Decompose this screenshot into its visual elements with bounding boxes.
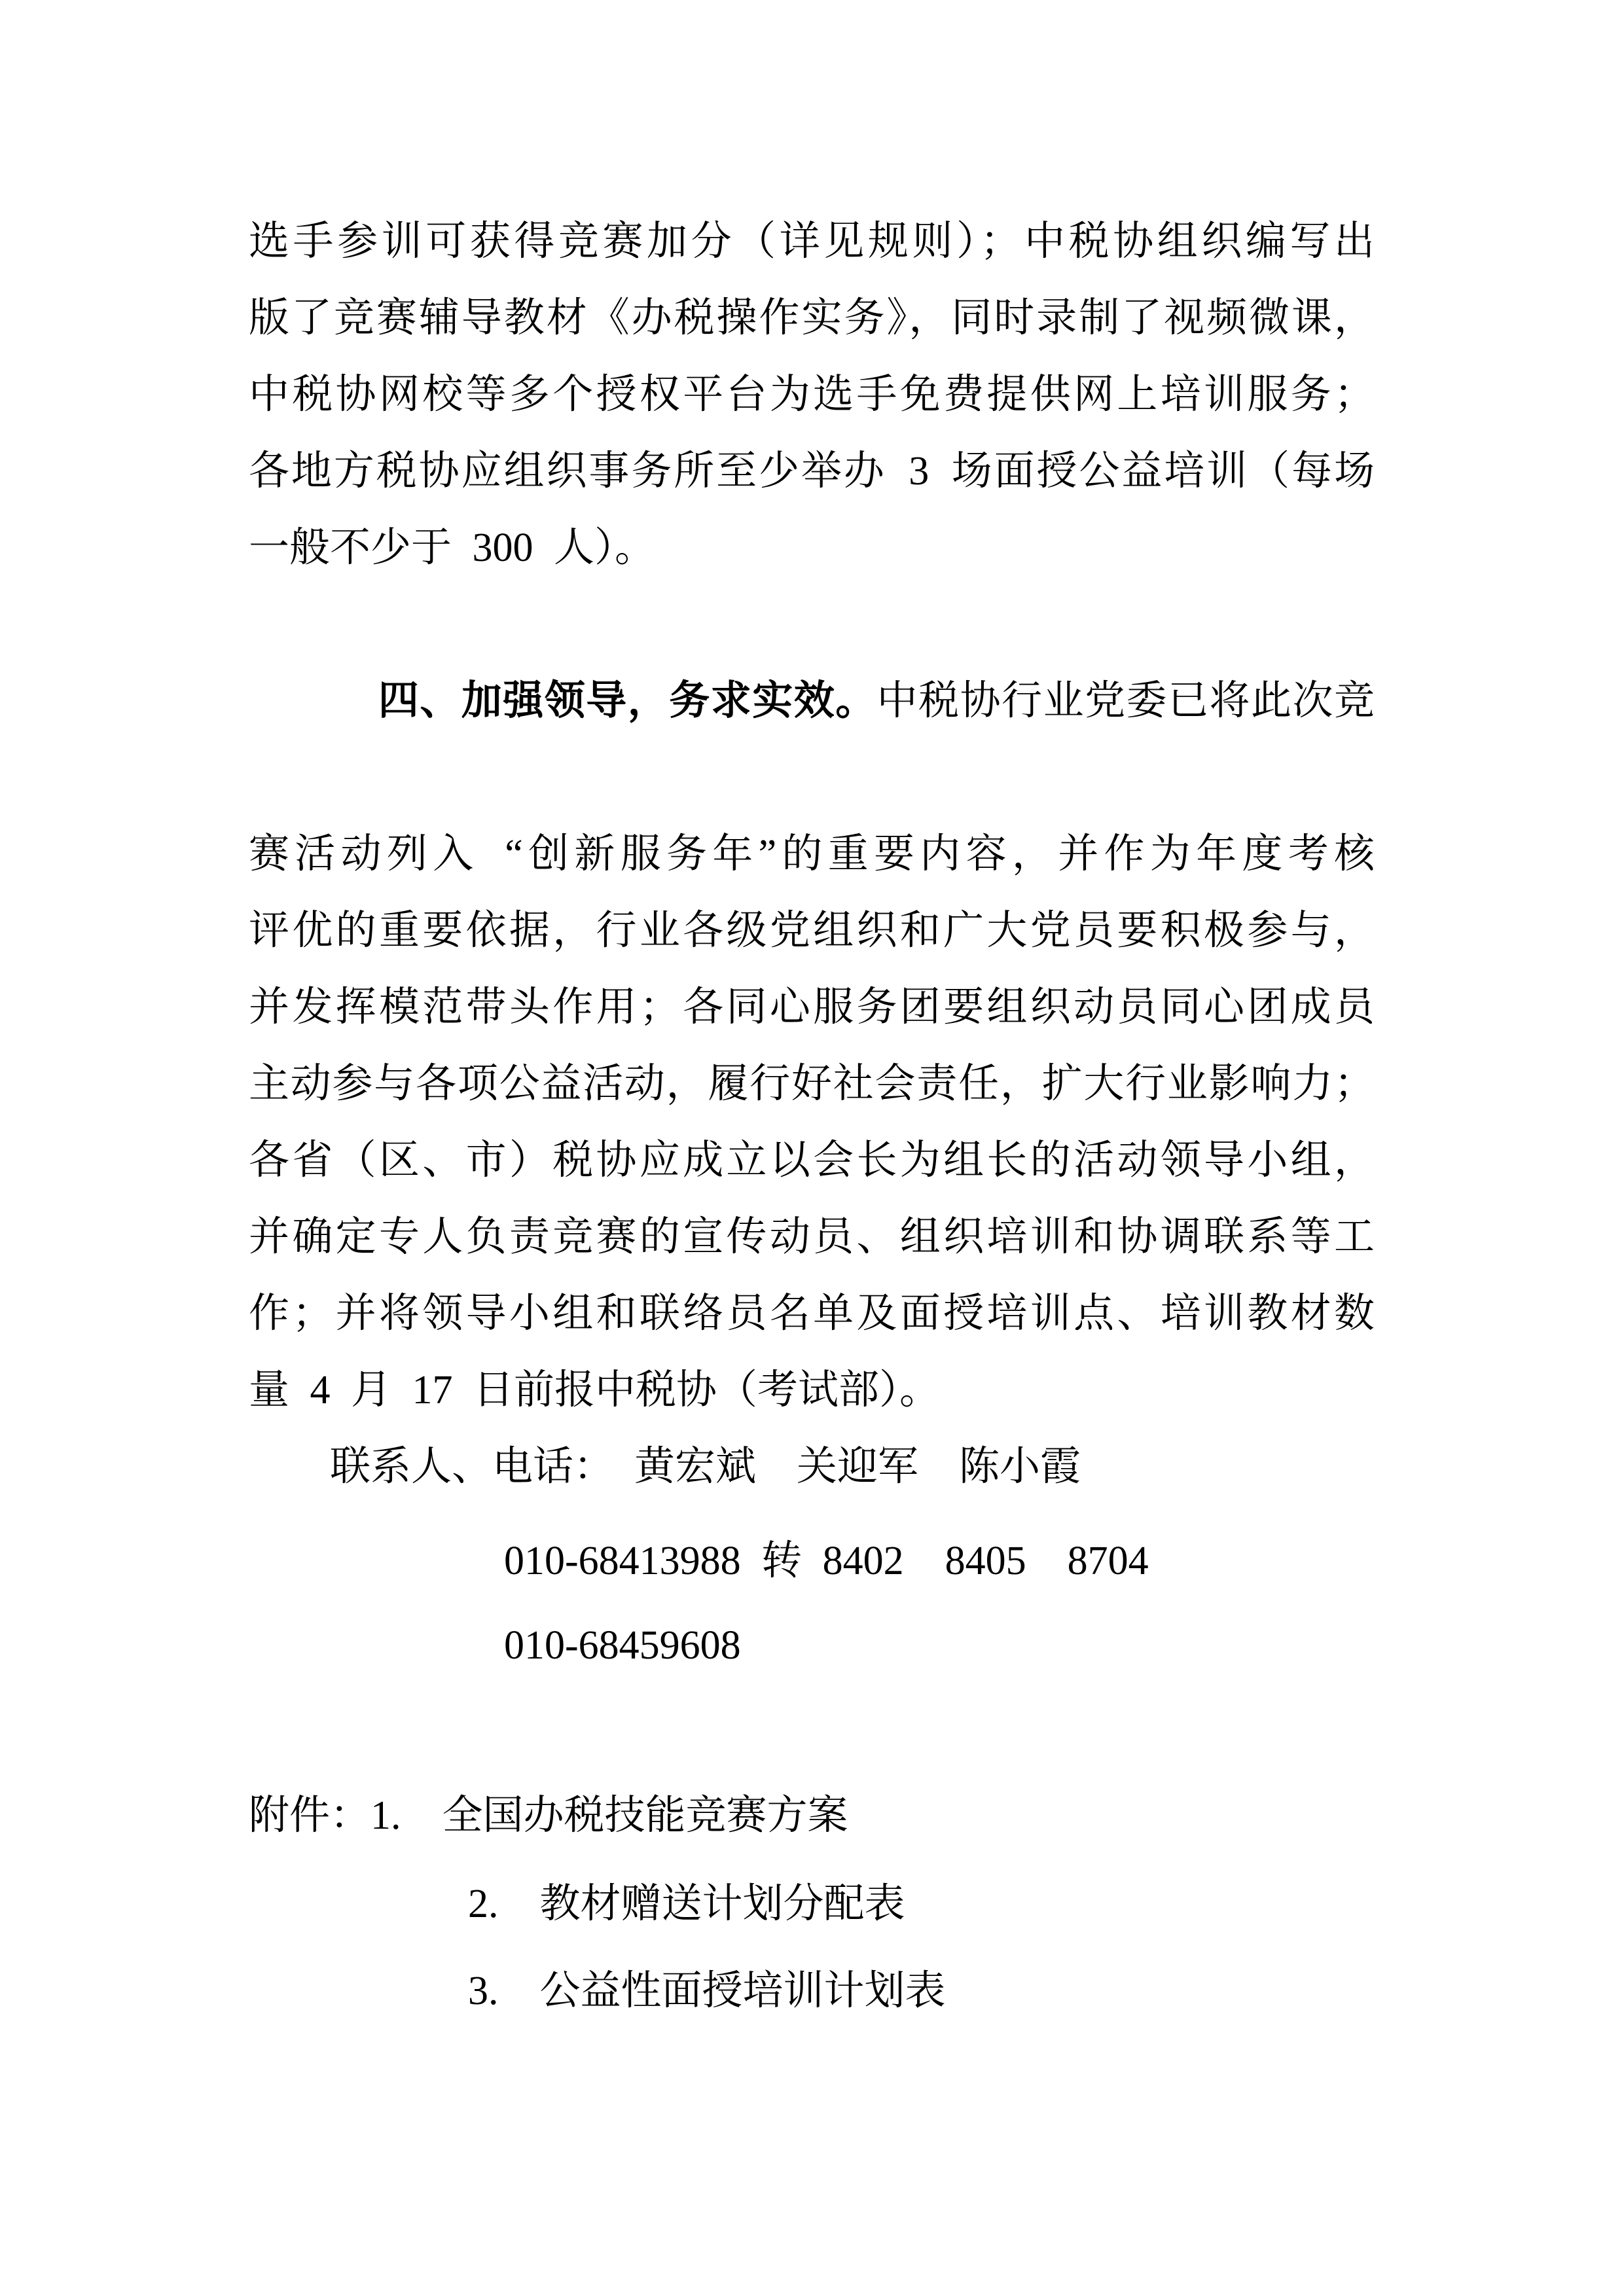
- body-line: 一般不少于 300 人）。: [249, 526, 656, 570]
- body-line: 评优的重要依据，行业各级党组织和广大党员要积极参与，: [249, 908, 1375, 953]
- body-line: 作；并将领导小组和联络员名单及面授培训点、培训教材数: [249, 1291, 1375, 1336]
- body-line: 并确定专人负责竞赛的宣传动员、组织培训和协调联系等工: [249, 1215, 1375, 1259]
- body-line: 赛活动列入 “创新服务年”的重要内容，并作为年度考核: [249, 832, 1375, 876]
- section-heading: 四、加强领导，务求实效。: [378, 679, 877, 723]
- paragraph-lead-line: [249, 586, 1375, 816]
- body-line: 各地方税协应组织事务所至少举办 3 场面授公益培训（每场: [249, 449, 1375, 493]
- attachment-item-2: 2. 教材赠送计划分配表: [468, 1882, 905, 1926]
- body-line: 选手参训可获得竞赛加分（详见规则）；中税协组织编写出: [249, 219, 1375, 264]
- body-line: 主动参与各项公益活动，履行好社会责任，扩大行业影响力；: [249, 1062, 1375, 1106]
- body-line: 中税协网校等多个授权平台为选手免费提供网上培训服务；: [249, 372, 1375, 417]
- body-line: 版了竞赛辅导教材《办税操作实务》，同时录制了视频微课，: [249, 296, 1375, 340]
- phone-line-2: 010-68459608: [504, 1623, 741, 1668]
- body-line: 并发挥模范带头作用；各同心服务团要组织动员同心团成员: [249, 985, 1375, 1030]
- phone-line-1: 010-68413988 转 8402 8405 8704: [504, 1539, 1149, 1583]
- body-line: 各省（区、市）税协应成立以会长为组长的活动领导小组，: [249, 1138, 1375, 1183]
- contact-line: 联系人、电话： 黄宏斌 关迎军 陈小霞: [330, 1444, 1081, 1489]
- document-text-block: [249, 204, 1375, 2030]
- body-line: 量 4 月 17 日前报中税协（考试部）。: [249, 1368, 941, 1412]
- attachment-item-3: 3. 公益性面授培训计划表: [468, 1969, 946, 2013]
- attachments-line: 附件：1. 全国办税技能竞赛方案: [249, 1793, 848, 1838]
- paragraph-lead-text: 中税协行业党委已将此次竞: [876, 679, 1375, 723]
